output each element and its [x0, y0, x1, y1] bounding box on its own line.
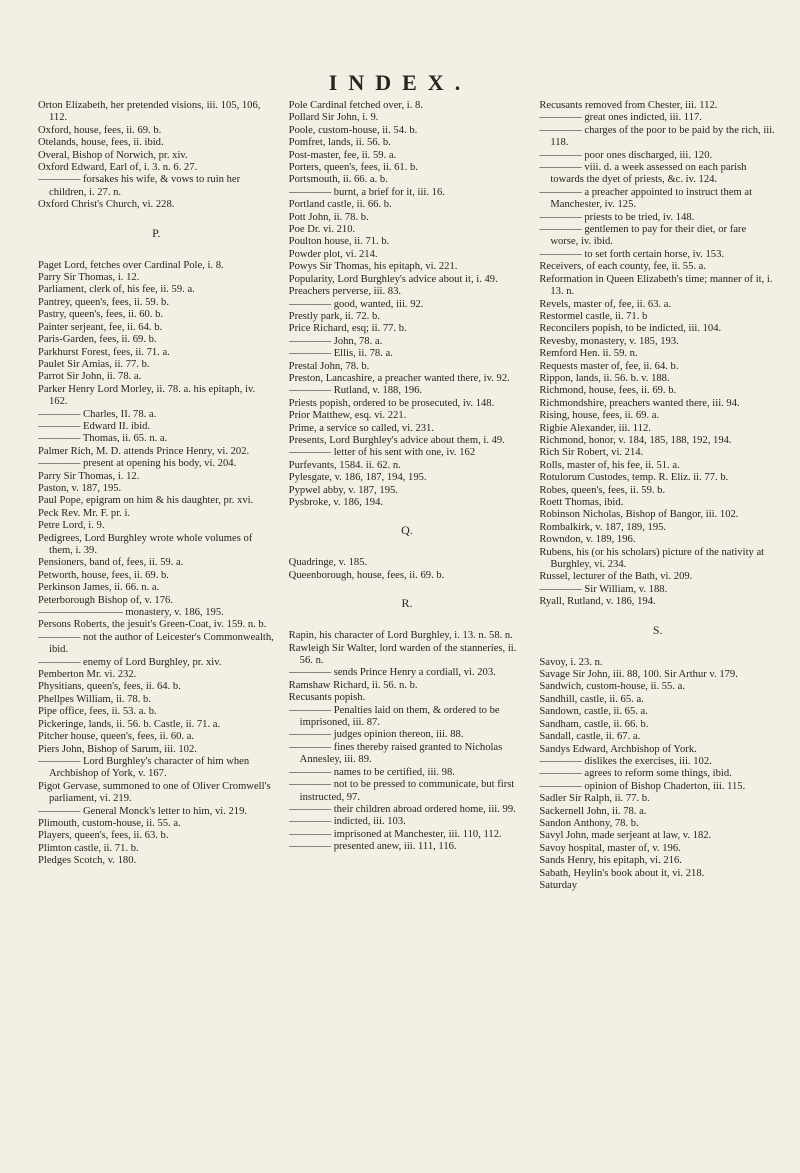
- index-column-right: [539, 100, 776, 1165]
- index-entry: Sandwich, custom-house, ii. 55. a.: [539, 681, 685, 693]
- index-entry: ———— their children abroad ordered home, iii. 99.: [288, 803, 516, 815]
- index-entry: ———— gentlemen to pay for their diet, or fare worse, iv. ibid.: [539, 224, 747, 248]
- index-entry: Paston, v. 187, 195.: [38, 482, 122, 494]
- index-entry: ———— good, wanted, iii. 92.: [288, 298, 424, 310]
- index-entry: Rowndon, v. 189, 196.: [539, 534, 636, 546]
- index-entry: Oxford, house, fees, ii. 69. b.: [38, 124, 162, 136]
- index-entry: Prime, a service so called, vi. 231.: [288, 422, 434, 434]
- index-entry: Rolls, master of, his fee, ii. 51. a.: [539, 459, 680, 471]
- index-entry: Post-master, fee, ii. 59. a.: [288, 149, 397, 161]
- index-entry: ———— Edward II. ibid.: [38, 420, 151, 432]
- index-entry: ———— great ones indicted, iii. 117.: [539, 112, 702, 124]
- index-entry: Prior Matthew, esq. vi. 221.: [288, 410, 407, 422]
- index-entry: Savoy hospital, master of, v. 196.: [539, 842, 681, 854]
- index-entry: Porters, queen's, fees, ii. 61. b.: [288, 162, 418, 174]
- index-entry: ———— a preacher appointed to instruct them at Manchester, iv. 125.: [539, 186, 753, 211]
- index-entry: Pott John, ii. 78. b.: [288, 211, 369, 223]
- index-entry: Parrot Sir John, ii. 78. a.: [38, 371, 142, 383]
- index-entry: Peterborough Bishop of, v. 176.: [38, 594, 173, 606]
- index-entry: Recusants removed from Chester, iii. 112.: [539, 100, 718, 111]
- index-entry: Physitians, queen's, fees, ii. 64. b.: [38, 681, 181, 693]
- index-entry: Palmer Rich, M. D. attends Prince Henry, vi. 202.: [38, 445, 250, 457]
- index-entry: Powys Sir Thomas, his epitaph, vi. 221.: [288, 261, 458, 273]
- index-entry: Overal, Bishop of Norwich, pr. xiv.: [38, 149, 188, 161]
- index-entry: Presents, Lord Burghley's advice about them, i. 49.: [288, 434, 505, 446]
- index-entry: ———— Ellis, ii. 78. a.: [288, 348, 393, 360]
- index-entry: Roett Thomas, ibid.: [539, 497, 624, 508]
- index-entry: Paul Pope, epigram on him & his daughter, pr. xvi.: [38, 495, 254, 507]
- index-entry: Portsmouth, ii. 66. a. b.: [288, 174, 388, 186]
- index-entry: Pledges Scotch, v. 180.: [38, 855, 137, 867]
- index-entry: Petre Lord, i. 9.: [38, 520, 105, 532]
- index-entry: Robinson Nicholas, Bishop of Bangor, iii. 102.: [539, 509, 739, 521]
- index-entry: Peck Rev. Mr. F. pr. i.: [38, 507, 131, 519]
- index-entry: Priests popish, ordered to be prosecuted, iv. 148.: [288, 397, 495, 409]
- index-entry: Savage Sir John, iii. 88, 100. Sir Arthur v. 179.: [539, 669, 738, 681]
- index-entry: Robes, queen's, fees, ii. 59. b.: [539, 484, 666, 496]
- index-entry: ———— Rutland, v. 188, 196.: [288, 385, 423, 397]
- index-entry: Sandys Edward, Archbishop of York.: [539, 743, 697, 755]
- index-entry: Rigbie Alexander, iii. 112.: [539, 422, 651, 434]
- section-letter: Q.: [401, 523, 413, 538]
- index-entry: ———— sends Prince Henry a cordiall, vi. 203.: [288, 667, 496, 679]
- index-entry: Oxford Edward, Earl of, i. 3. n. 6. 27.: [38, 162, 198, 174]
- index-entry: Richmond, honor, v. 184, 185, 188, 192, 194.: [539, 434, 732, 446]
- index-entry: Painter serjeant, fee, ii. 64. b.: [38, 321, 163, 333]
- index-entry: Pollard Sir John, i. 9.: [288, 112, 379, 124]
- index-entry: Preston, Lancashire, a preacher wanted there, iv. 92.: [288, 372, 510, 384]
- index-entry: Sabath, Heylin's book about it, vi. 218.: [539, 867, 705, 879]
- index-entry: Preachers perverse, iii. 83.: [288, 286, 402, 298]
- index-entry: ———— letter of his sent with one, iv. 162: [288, 447, 476, 459]
- index-entry: Paris-Garden, fees, ii. 69. b.: [38, 334, 157, 346]
- index-entry: Pitcher house, queen's, fees, ii. 60. a.: [38, 731, 195, 743]
- index-entry: Reconcilers popish, to be indicted, iii. 104.: [539, 323, 722, 335]
- index-entry: Russel, lecturer of the Bath, vi. 209.: [539, 571, 693, 583]
- spacer: [539, 609, 776, 621]
- index-entry: Recusants popish.: [288, 692, 366, 704]
- index-entry: ———— not to be pressed to communicate, but first instructed, 97.: [288, 779, 515, 803]
- index-entry: ———— Thomas, ii. 65. n. a.: [38, 433, 168, 445]
- index-entry: Piers John, Bishop of Sarum, iii. 102.: [38, 743, 197, 755]
- spacer: [289, 545, 526, 557]
- index-entry: ———— judges opinion thereon, iii. 88.: [288, 729, 464, 741]
- index-entry: Restormel castle, ii. 71. b: [539, 310, 648, 322]
- index-entry: Perkinson James, ii. 66. n. a.: [38, 582, 160, 594]
- index-entry: Pysbroke, v. 186, 194.: [288, 497, 384, 508]
- index-entry: Pigot Gervase, summoned to one of Oliver Cromwell's parliament, vi. 219.: [38, 780, 271, 805]
- index-entry: ———— to set forth certain horse, iv. 153.: [539, 248, 725, 260]
- index-entry: Players, queen's, fees, ii. 63. b.: [38, 830, 169, 842]
- index-entry: Saturday: [539, 879, 578, 891]
- index-entry: Requests master of, fee, ii. 64. b.: [539, 360, 679, 372]
- index-entry: Pensioners, band of, fees, ii. 59. a.: [38, 557, 184, 569]
- index-entry: Pastry, queen's, fees, ii. 60. b.: [38, 309, 164, 321]
- index-entry: Sackernell John, ii. 78. a.: [539, 805, 647, 817]
- index-entry: Ramshaw Richard, ii. 56. n. b.: [288, 679, 418, 691]
- index-entry: ———— presented anew, iii. 111, 116.: [288, 841, 457, 853]
- index-entry: Reformation in Queen Elizabeth's time; manner of it, i. 13. n.: [539, 273, 773, 298]
- index-entry: Pickeringe, lands, ii. 56. b. Castle, ii. 71. a.: [38, 718, 221, 730]
- index-entry: Parkhurst Forest, fees, ii. 71. a.: [38, 346, 170, 358]
- index-entry: Petworth, house, fees, ii. 69. b.: [38, 569, 169, 581]
- index-entry: ———— agrees to reform some things, ibid.: [539, 768, 732, 780]
- index-entry: Plimouth, custom-house, ii. 55. a.: [38, 817, 181, 829]
- index-entry: Sandham, castle, ii. 66. b.: [539, 718, 649, 730]
- spacer: [38, 248, 275, 260]
- index-entry: Poulton house, ii. 71. b.: [288, 236, 390, 248]
- index-entry: Parker Henry Lord Morley, ii. 78. a. his epitaph, iv. 162.: [38, 383, 256, 408]
- index-entry: Orton Elizabeth, her pretended visions, iii. 105, 106, 112.: [38, 100, 261, 124]
- index-entry: Rubens, his (or his scholars) picture of the nativity at Burghley, vi. 234.: [539, 546, 765, 571]
- index-entry: ———— Penalties laid on them, & ordered to be imprisoned, iii. 87.: [288, 704, 500, 729]
- index-entry: ———— forsakes his wife, & vows to ruin her children, i. 27. n.: [38, 174, 241, 198]
- index-entry: Richmond, house, fees, ii. 69. b.: [539, 385, 677, 397]
- spacer: [289, 509, 526, 521]
- index-entry: Powder plot, vi. 214.: [288, 248, 378, 260]
- index-entry: Sadler Sir Ralph, ii. 77. b.: [539, 793, 650, 805]
- index-entry: Savoy, i. 23. n.: [539, 656, 603, 668]
- index-entry: Pomfret, lands, ii. 56. b.: [288, 137, 391, 149]
- index-entry: ———— imprisoned at Manchester, iii. 110, 112.: [288, 828, 502, 840]
- index-entry: Rapin, his character of Lord Burghley, i. 13. n. 58. n.: [288, 630, 513, 642]
- section-letter: R.: [401, 596, 413, 611]
- index-entry: Rotulorum Custodes, temp. R. Eliz. ii. 77. b.: [539, 472, 729, 484]
- index-entry: Plimton castle, ii. 71. b.: [38, 842, 139, 854]
- index-entry: ———— enemy of Lord Burghley, pr. xiv.: [38, 656, 222, 668]
- index-entry: Receivers, of each county, fee, ii. 55. a.: [539, 261, 707, 273]
- spacer: [289, 618, 526, 630]
- index-entry: Ryall, Rutland, v. 186, 194.: [539, 596, 656, 608]
- spacer: [38, 212, 275, 224]
- index-entry: Pedigrees, Lord Burghley wrote whole volumes of them, i. 39.: [38, 532, 253, 556]
- index-entry: ———————— monastery, v. 186, 195.: [38, 607, 224, 619]
- index-entry: Revels, master of, fee, ii. 63. a.: [539, 298, 672, 310]
- index-entry: Paget Lord, fetches over Cardinal Pole, i. 8.: [38, 259, 224, 271]
- index-entry: ———— fines thereby raised granted to Nicholas Annesley, iii. 89.: [288, 741, 503, 766]
- index-entry: Parry Sir Thomas, i. 12.: [38, 272, 140, 284]
- index-entry: Sandall, castle, ii. 67. a.: [539, 731, 641, 743]
- index-entry: Oxford Christ's Church, vi. 228.: [38, 199, 175, 211]
- index-entry: Sandon Anthony, 78. b.: [539, 817, 639, 829]
- index-entry: Queenborough, house, fees, ii. 69. b.: [288, 569, 445, 581]
- index-entry: ———— burnt, a brief for it, iii. 16.: [288, 186, 445, 198]
- index-entry: ———— not the author of Leicester's Commonwealth, ibid.: [38, 631, 274, 656]
- index-entry: ———— indicted, iii. 103.: [288, 816, 406, 828]
- index-entry: Rombalkirk, v. 187, 189, 195.: [539, 521, 667, 533]
- index-entry: Pylesgate, v. 186, 187, 194, 195.: [288, 472, 427, 484]
- index-entry: Richmondshire, preachers wanted there, iii. 94.: [539, 397, 740, 409]
- index-entry: ———— priests to be tried, iv. 148.: [539, 211, 695, 223]
- index-entry: ———— names to be certified, iii. 98.: [288, 766, 455, 778]
- index-entry: Purfevants, 1584. ii. 62. n.: [288, 459, 401, 471]
- page-title: INDEX.: [328, 70, 472, 95]
- index-entry: Phellpes William, ii. 78. b.: [38, 693, 151, 705]
- index-entry: Savyl John, made serjeant at law, v. 182.: [539, 830, 712, 842]
- index-entry: Rising, house, fees, ii. 69. a.: [539, 410, 660, 422]
- index-entry: Paulet Sir Amias, ii. 77. b.: [38, 358, 150, 370]
- index-entry: ———— dislikes the exercises, iii. 102.: [539, 755, 712, 767]
- index-entry: Rich Sir Robert, vi. 214.: [539, 447, 644, 459]
- index-entry: ———— General Monck's letter to him, vi. 219.: [38, 805, 248, 817]
- index-entry: Parry Sir Thomas, i. 12.: [38, 470, 140, 482]
- index-entry: Pantrey, queen's, fees, ii. 59. b.: [38, 296, 169, 308]
- section-letter: S.: [652, 622, 663, 637]
- index-entry: Poe Dr. vi. 210.: [288, 224, 356, 236]
- index-entry: Rawleigh Sir Walter, lord warden of the stanneries, ii. 56. n.: [288, 642, 517, 667]
- index-entry: ———— viii. d. a week assessed on each parish towards the dyet of priests, &c. iv. 124.: [539, 162, 747, 186]
- index-entry: ———— Sir William, v. 188.: [539, 583, 668, 595]
- index-entry: Remford Hen. ii. 59. n.: [539, 348, 638, 360]
- index-entry: Quadringe, v. 185.: [288, 557, 368, 569]
- index-entry: ———— charges of the poor to be paid by the rich, iii. 118.: [539, 124, 775, 149]
- index-entry: ———— Charles, II. 78. a.: [38, 408, 157, 420]
- spacer: [539, 645, 776, 657]
- index-entry: Persons Roberts, the jesuit's Green-Coat, iv. 159. n. b.: [38, 619, 267, 631]
- index-entry: ———— opinion of Bishop Chaderton, iii. 115.: [539, 780, 746, 792]
- index-column-left: [38, 100, 275, 1165]
- index-entry: Pemberton Mr. vi. 232.: [38, 669, 137, 681]
- index-entry: Revesby, monastery, v. 185, 193.: [539, 335, 679, 347]
- index-entry: Otelands, house, fees, ii. ibid.: [38, 137, 164, 149]
- index-entry: ———— poor ones discharged, iii. 120.: [539, 149, 713, 161]
- index-entry: Parliament, clerk of, his fee, ii. 59. a.: [38, 284, 195, 296]
- index-entry: Sands Henry, his epitaph, vi. 216.: [539, 855, 682, 867]
- spacer: [289, 582, 526, 594]
- index-entry: Prestal John, 78. b.: [288, 360, 370, 372]
- index-entry: Popularity, Lord Burghley's advice about it, i. 49.: [288, 273, 498, 285]
- index-entry: Sandown, castle, ii. 65. a.: [539, 706, 648, 718]
- index-entry: Poole, custom-house, ii. 54. b.: [288, 124, 418, 136]
- index-entry: Pypwel abby, v. 187, 195.: [288, 484, 398, 496]
- index-entry: Pipe office, fees, ii. 53. a. b.: [38, 706, 157, 718]
- index-entry: ———— Lord Burghley's character of him when Archbishop of York, v. 167.: [38, 755, 250, 780]
- index-entry: ———— present at opening his body, vi. 204.: [38, 458, 237, 470]
- index-columns: [38, 100, 776, 1165]
- section-letter: P.: [152, 225, 161, 240]
- index-entry: Rippon, lands, ii. 56. b. v. 188.: [539, 372, 670, 384]
- index-entry: ———— John, 78. a.: [288, 335, 383, 347]
- index-column-middle: [289, 100, 526, 1165]
- index-entry: Sandhill, castle, ii. 65. a.: [539, 693, 644, 705]
- index-entry: Pole Cardinal fetched over, i. 8.: [288, 100, 423, 111]
- index-entry: Price Richard, esq; ii. 77. b.: [288, 323, 407, 335]
- index-entry: Portland castle, ii. 66. b.: [288, 199, 392, 211]
- index-entry: Prestly park, ii. 72. b.: [288, 310, 380, 322]
